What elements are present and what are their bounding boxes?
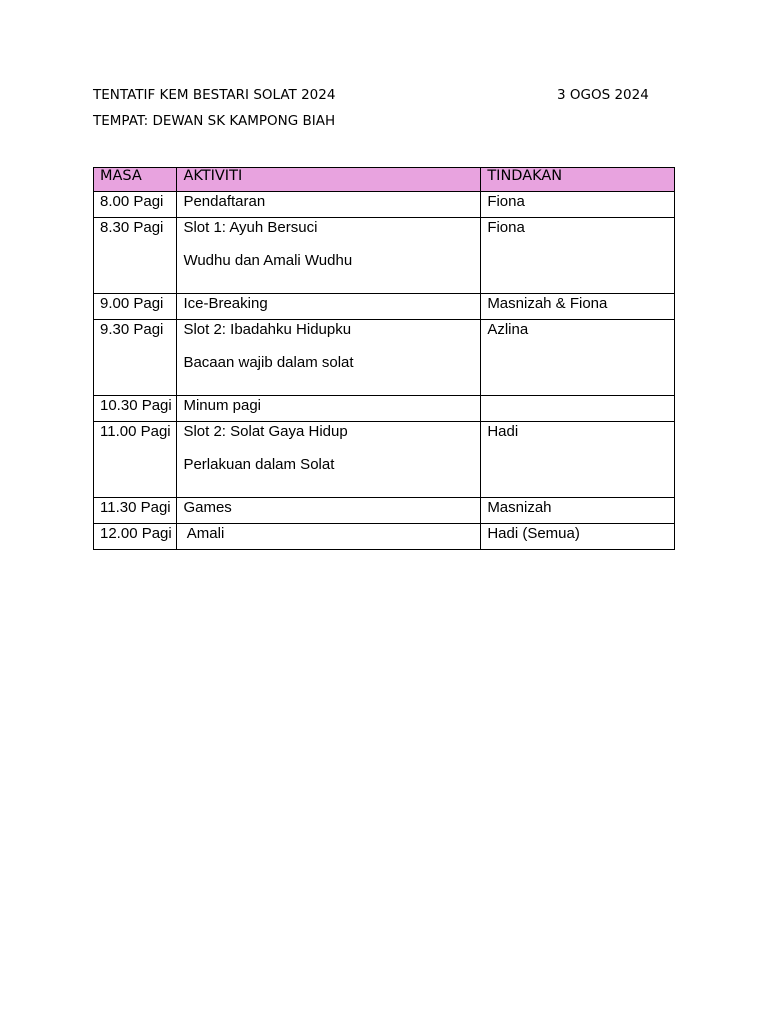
column-header-aktiviti: AKTIVITI [177,168,481,192]
cell-masa: 12.00 Pagi [94,524,177,550]
activity-title: Slot 1: Ayuh Bersuci [183,219,318,236]
table-header-row [94,168,675,192]
cell-aktiviti: Games [177,498,481,524]
cell-tindakan: Fiona [481,192,675,218]
cell-tindakan: Hadi (Semua) [481,524,675,550]
document-title: TENTATIF KEM BESTARI SOLAT 2024 [93,87,336,103]
table-row [94,422,675,498]
cell-masa: 8.00 Pagi [94,192,177,218]
cell-aktiviti [177,218,481,294]
activity-subtitle: Perlakuan dalam Solat [183,456,335,473]
table-row [94,320,675,396]
table-row [94,218,675,294]
cell-aktiviti: Amali [177,524,481,550]
activity-subtitle: Wudhu dan Amali Wudhu [183,252,353,269]
cell-aktiviti: Ice-Breaking [177,294,481,320]
table-row [94,396,675,422]
cell-masa: 10.30 Pagi [94,396,177,422]
table-row [94,498,675,524]
table-row [94,524,675,550]
cell-masa: 11.30 Pagi [94,498,177,524]
cell-aktiviti: Pendaftaran [177,192,481,218]
cell-aktiviti [177,422,481,498]
cell-masa: 11.00 Pagi [94,422,177,498]
cell-aktiviti [177,320,481,396]
activity-title: Slot 2: Ibadahku Hidupku [183,321,352,338]
cell-masa: 8.30 Pagi [94,218,177,294]
cell-tindakan: Azlina [481,320,675,396]
cell-aktiviti: Minum pagi [177,396,481,422]
column-header-tindakan: TINDAKAN [481,168,675,192]
document-venue: TEMPAT: DEWAN SK KAMPONG BIAH [93,113,336,129]
cell-masa: 9.30 Pagi [94,320,177,396]
column-header-masa: MASA [94,168,177,192]
schedule-table [93,167,675,550]
cell-tindakan: Fiona [481,218,675,294]
cell-tindakan: Masnizah & Fiona [481,294,675,320]
cell-masa: 9.00 Pagi [94,294,177,320]
activity-subtitle: Bacaan wajib dalam solat [183,354,354,371]
document-date: 3 OGOS 2024 [557,87,649,103]
cell-tindakan: Hadi [481,422,675,498]
cell-tindakan [481,396,675,422]
activity-title: Slot 2: Solat Gaya Hidup [183,423,348,440]
cell-tindakan: Masnizah [481,498,675,524]
table-row [94,294,675,320]
table-row [94,192,675,218]
